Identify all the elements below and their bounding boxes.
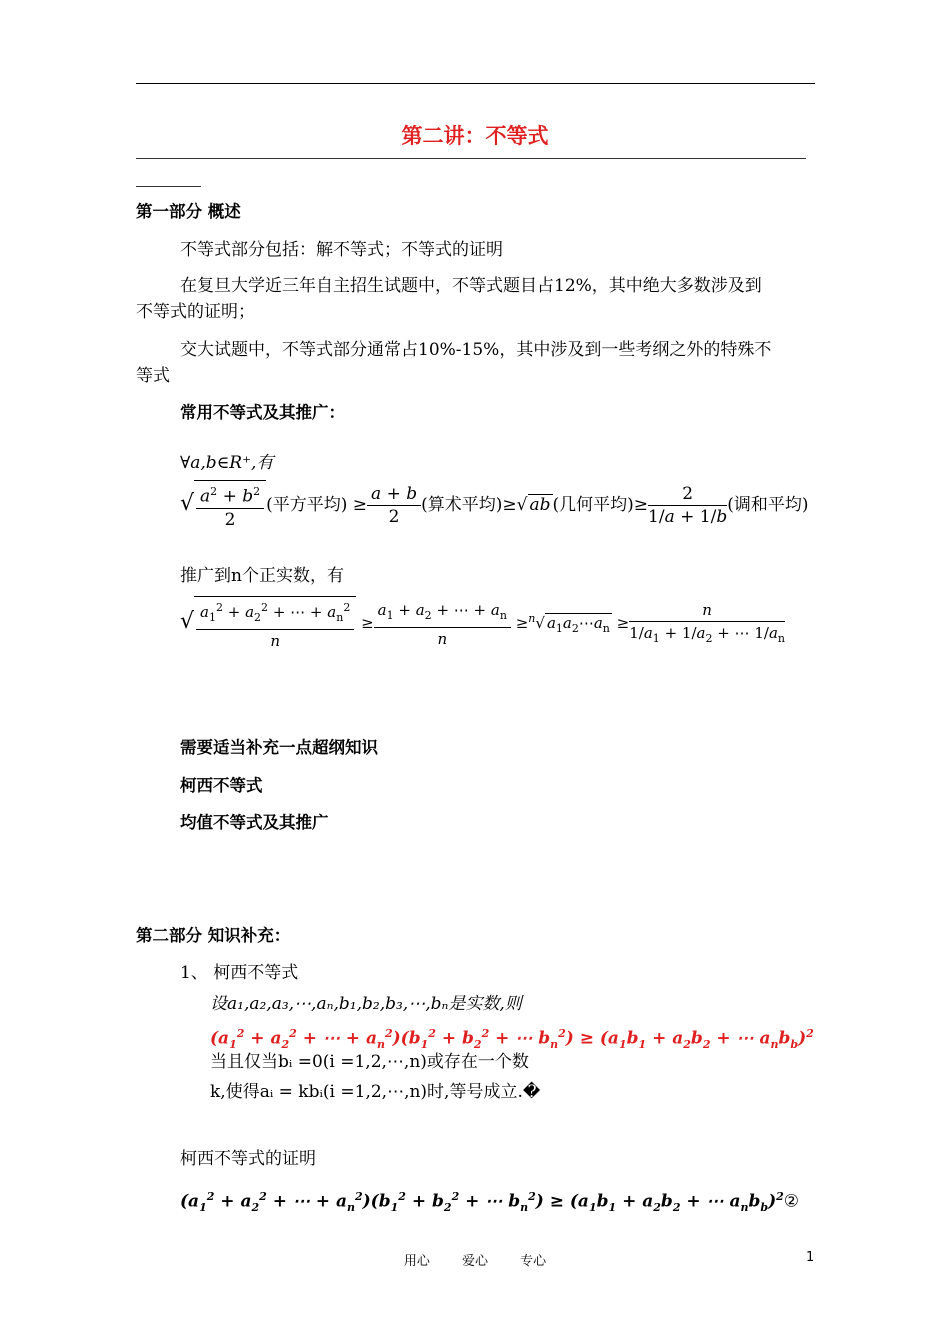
part1-paragraph-3b: 等式 (136, 366, 170, 386)
part1-paragraph-2a: 在复旦大学近三年自主招生试题中，不等式题目占12%，其中绝大多数涉及到 (180, 276, 762, 296)
footer-item: 爱心 (461, 1254, 488, 1269)
mean-generalization-heading: 均值不等式及其推广 (180, 813, 329, 832)
quadratic-mean: $\frac{a^2 + b^2}{2}$ (194, 480, 266, 531)
mean-inequality-chain: √ $\frac{a^2 + b^2}{2}$ (平方平均) ≥ $\frac{a + b}{2}$ (算术平均)≥√ ab (几何平均)≥ $\frac{2}{1/a + 1/b}$ (调和平均) (180, 480, 809, 531)
footer-item: 用心 (403, 1254, 430, 1269)
generalize-statement: 推广到n个正实数，有 (180, 566, 344, 586)
proof-heading: 柯西不等式的证明 (180, 1149, 316, 1169)
part1-paragraph-3a: 交大试题中，不等式部分通常占10%-15%，其中涉及到一些考纲之外的特殊不 (180, 340, 772, 360)
item-1-title: 1、 柯西不等式 (180, 963, 299, 983)
common-inequalities-heading: 常用不等式及其推广： (180, 403, 345, 422)
n-mean-inequality-chain: √ $\frac{a_1^2 + a_2^2 + \cdots + a_n^2}{n}$ ≥ $\frac{a_1 + a_2 + \cdots + a_n}{n}$ ≥$^n$√ $a_1a_2\cdots a_n$ ≥ $\frac{n}{1/a_1 + 1/a_2 + \cdots 1/a_n}$ (180, 596, 785, 652)
header-rule (136, 83, 815, 84)
equality-condition-1: 当且仅当bᵢ =0(i =1,2,⋯,n)或存在一个数 (210, 1052, 529, 1072)
quadratic-label: (平方平均) (266, 494, 348, 515)
geometric-label: (几何平均) (552, 494, 634, 515)
forall-statement: ∀a,b∈R⁺,有 (180, 453, 274, 473)
dash-rule-short (136, 186, 201, 187)
cauchy-proof-formula: ($a_1^2 + a_2^2$ + ⋯ + $a_n^2)(b_1^2 + b_2^2$ + ⋯ $b_n^2) \ge (a_1b_1 + a_2b_2$ + ⋯ $a_nb_b)^2②$ (180, 1190, 800, 1215)
cauchy-setup: 设a₁,a₂,a₃,⋯,aₙ,b₁,b₂,b₃,⋯,bₙ是实数,则 (210, 994, 522, 1014)
cauchy-inequality-formula: ($a_1^2 + a_2^2$ + ⋯ + $a_n^2)(b_1^2 + b_2^2$ + ⋯ $b_n^2) \ge (a_1b_1 + a_2b_2$ + ⋯ $a_nb_b)^2$ (210, 1027, 814, 1052)
page-title: 第二讲：不等式 (401, 124, 549, 148)
supplement-heading: 需要适当补充一点超纲知识 (180, 738, 378, 757)
page-number: 1 (806, 1250, 815, 1265)
arithmetic-mean: $\frac{a + b}{2}$ (367, 483, 421, 528)
cauchy-heading: 柯西不等式 (180, 776, 263, 795)
harmonic-label: (调和平均) (727, 494, 809, 515)
dash-rule (136, 158, 806, 159)
part1-heading: 第一部分 概述 (136, 202, 241, 221)
part1-paragraph-1: 不等式部分包括：解不等式；不等式的证明 (180, 240, 503, 260)
footer-item: 专心 (520, 1254, 547, 1269)
arithmetic-label: (算术平均) (421, 494, 503, 515)
equality-condition-2: k,使得aᵢ = kbᵢ(i =1,2,⋯,n)时,等号成立.� (210, 1082, 541, 1102)
part1-paragraph-2b: 不等式的证明； (136, 302, 255, 322)
part2-heading: 第二部分 知识补充： (136, 926, 291, 945)
circled-number: ② (783, 1191, 800, 1212)
harmonic-mean: $\frac{2}{1/a + 1/b}$ (648, 483, 728, 527)
